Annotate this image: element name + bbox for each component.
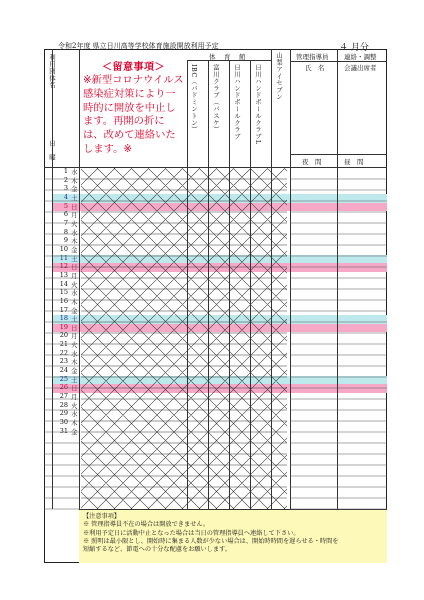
- group-name-label: 利用団体名: [48, 54, 56, 89]
- facility-label: 体 育 館: [209, 53, 247, 61]
- day-weekday: 月: [71, 271, 78, 280]
- group-hikawa-handball: 日川ハンドボールクラブ: [233, 64, 241, 140]
- day-weekday: 火: [71, 401, 78, 410]
- divider: [290, 61, 387, 62]
- day-number: 17: [59, 305, 68, 314]
- day-number: 24: [59, 366, 68, 375]
- footer-heading: 【注意事項】: [83, 513, 121, 520]
- meeting-attendee-label: 会議出席者: [344, 64, 377, 72]
- day-number: 22: [59, 348, 68, 357]
- day-weekday: 木: [71, 237, 78, 246]
- daytime-label: 昼 間: [344, 158, 364, 166]
- day-number: 9: [63, 236, 68, 245]
- day-number: 3: [63, 184, 68, 193]
- day-weekday: 木: [71, 358, 78, 367]
- contact-label: 連絡・調整: [344, 53, 377, 61]
- day-weekday: 金: [71, 185, 78, 194]
- day-weekday: 金: [71, 245, 78, 254]
- row-separators: [44, 168, 387, 510]
- day-weekday: 月: [71, 393, 78, 402]
- day-weekday: 土: [71, 375, 78, 384]
- manager-name-label: 氏 名: [305, 64, 325, 72]
- day-number: 1: [63, 167, 68, 175]
- day-number: 11: [59, 253, 68, 262]
- day-weekday: 火: [71, 280, 78, 289]
- day-weekday: 日: [71, 202, 78, 211]
- day-number: 15: [59, 288, 68, 297]
- day-number: 28: [59, 400, 68, 409]
- day-number: 27: [59, 392, 68, 401]
- footer-notes: [79, 509, 387, 563]
- day-weekday: 土: [71, 315, 78, 324]
- day-weekday: 水: [71, 410, 78, 419]
- divider: [187, 60, 271, 61]
- day-number: 5: [63, 201, 68, 210]
- notice-title: ＜留意事項＞: [102, 62, 165, 73]
- day-weekday-label: 日・曜: [48, 140, 56, 161]
- footer-line: ※ 照明は最小限とし、開始時に集まる人数が少ない場合は、開始時時間を遅らせる・時間を: [83, 537, 339, 545]
- notice-body: ※新型コロナウイルス感染症対策により一時的に開放を中止します。再開の折には、改めて連絡いたします。※: [83, 74, 184, 155]
- day-number: 2: [63, 175, 68, 184]
- group-hikawa-handball-l: 日川ハンドボールクラブL: [254, 64, 262, 145]
- day-weekday: 土: [71, 193, 78, 202]
- day-weekday: 水: [71, 168, 78, 176]
- day-weekday: 日: [71, 384, 78, 393]
- group-yamanashi-iseven: 山梨アイセブン: [275, 52, 283, 101]
- day-number: 23: [59, 357, 68, 366]
- day-number: 8: [63, 227, 68, 236]
- day-weekday: 金: [71, 367, 78, 376]
- month-label: ４ 月分: [339, 43, 369, 53]
- manager-label: 管理指導員: [296, 53, 329, 61]
- day-weekday: 火: [71, 219, 78, 228]
- day-weekday: 木: [71, 176, 78, 185]
- day-weekday: 火: [71, 341, 78, 350]
- day-weekday: 水: [71, 228, 78, 237]
- day-number: 31: [59, 426, 68, 435]
- day-number: 29: [59, 409, 68, 418]
- day-weekday: 土: [71, 254, 78, 263]
- day-number: 14: [59, 279, 68, 288]
- day-number: 6: [63, 210, 68, 219]
- day-number: 4: [63, 192, 68, 201]
- day-weekday: 金: [71, 306, 78, 315]
- page-title: 令和2年度 県立日川高等学校体育施設開放利用予定: [58, 42, 219, 50]
- day-number: 30: [59, 418, 68, 427]
- day-number: 10: [59, 244, 68, 253]
- notice-box: [83, 58, 184, 157]
- group-ibc: IBC（バドミントン）: [190, 64, 198, 133]
- day-weekday: 水: [71, 289, 78, 298]
- day-weekday: 木: [71, 297, 78, 306]
- footer-line: 短縮するなど、節電への十分な配慮をお願いします。: [83, 546, 232, 554]
- footer-line: ※ 管理指導員不在の場合は開放できません。: [83, 521, 210, 529]
- day-weekday: 木: [71, 419, 78, 428]
- day-number: 16: [59, 296, 68, 305]
- day-weekday: 日: [71, 323, 78, 332]
- day-weekday: 月: [71, 211, 78, 220]
- day-number: 19: [59, 322, 68, 331]
- day-number: 20: [59, 331, 68, 340]
- divider: [290, 154, 387, 155]
- night-label: 夜 間: [302, 158, 322, 166]
- day-weekday: 月: [71, 332, 78, 341]
- day-number: 13: [59, 270, 68, 279]
- day-number: 12: [59, 262, 68, 271]
- day-weekday: 水: [71, 349, 78, 358]
- day-weekday: 金: [71, 427, 78, 436]
- day-number: 25: [59, 374, 68, 383]
- group-tomikawa: 富川クラブ（バスケ）: [212, 64, 220, 133]
- day-number: 18: [59, 314, 68, 323]
- day-number: 26: [59, 383, 68, 392]
- footer-line: ※利用予定日に活動中止となった場合は当日の管理指導員へ連絡して下さい。: [83, 529, 300, 537]
